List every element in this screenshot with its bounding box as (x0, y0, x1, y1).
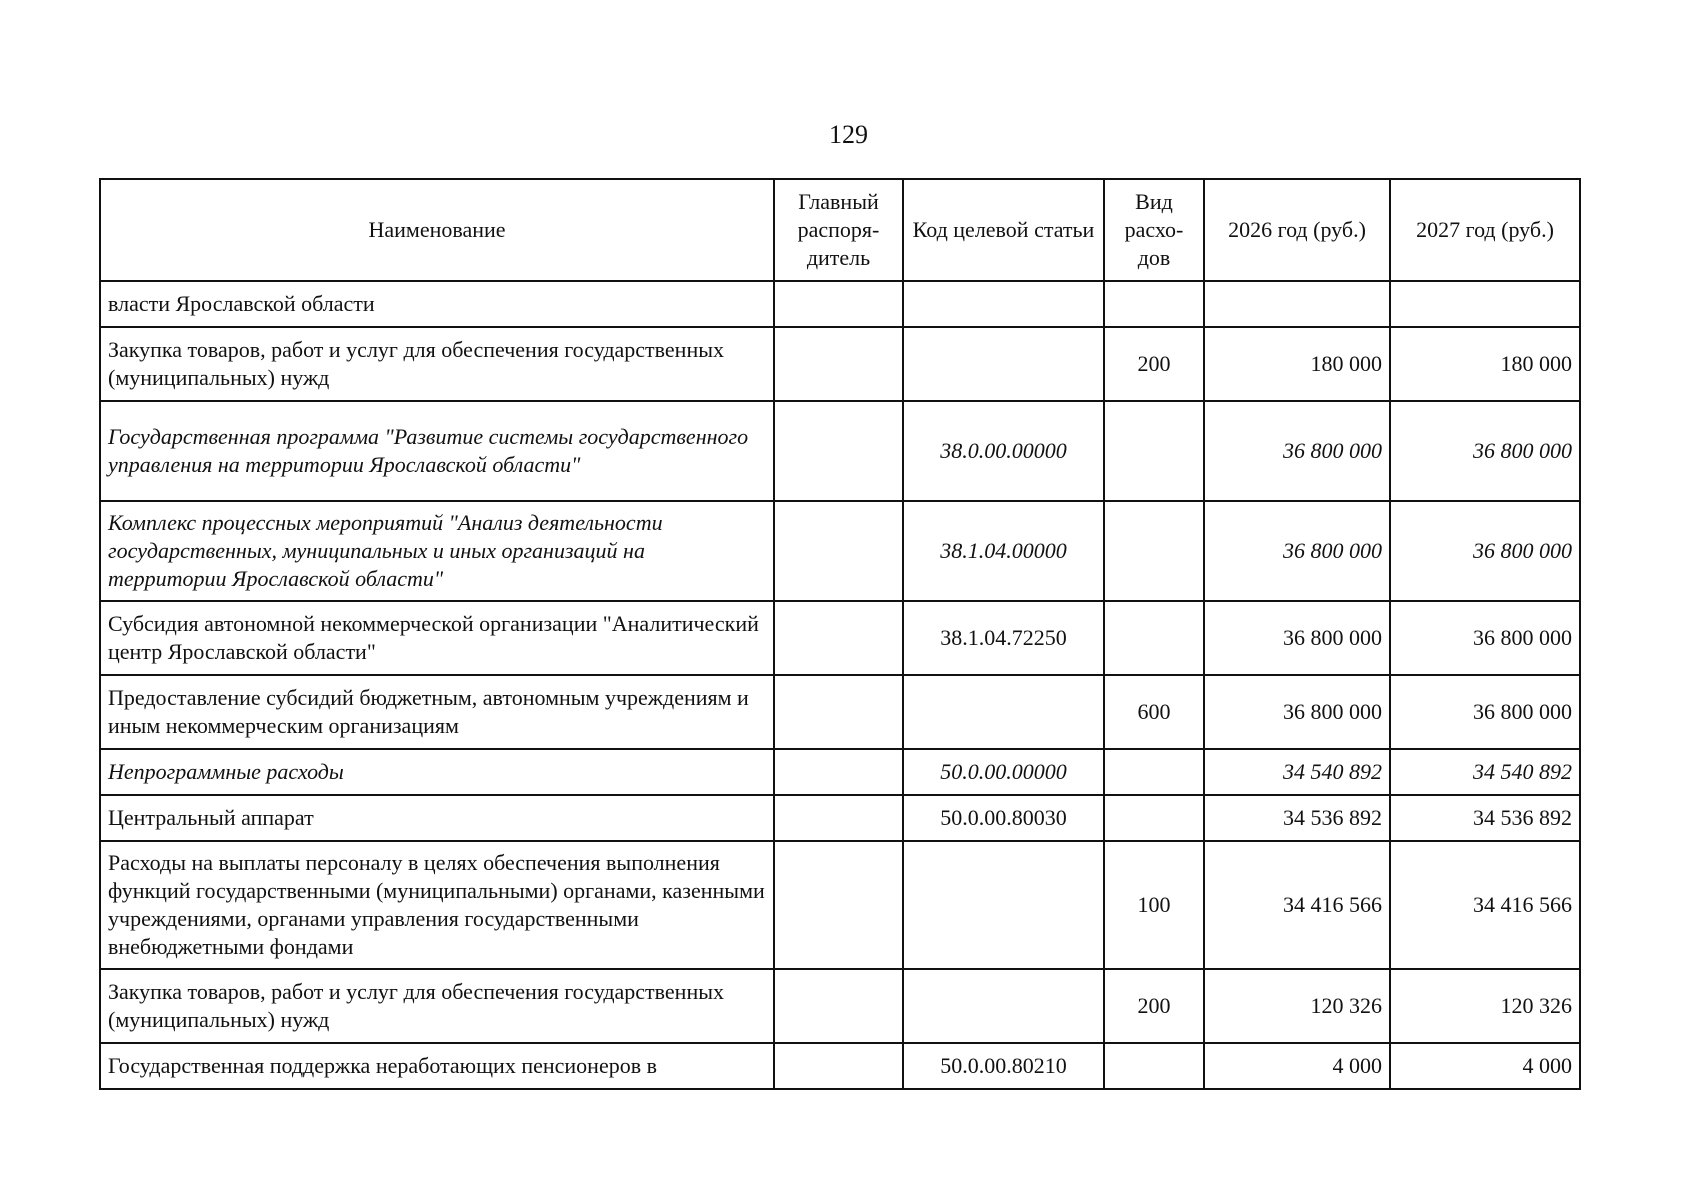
cell-chief (774, 1043, 903, 1089)
cell-year-2026: 4 000 (1204, 1043, 1390, 1089)
cell-name: Непрограммные расходы (100, 749, 774, 795)
cell-chief (774, 281, 903, 327)
cell-year-2027: 36 800 000 (1390, 401, 1580, 501)
table-row (100, 675, 1580, 749)
cell-name: Закупка товаров, работ и услуг для обеспечения государственных (муниципальных) нужд (100, 327, 774, 401)
budget-table (99, 178, 1581, 1090)
cell-kind (1104, 401, 1204, 501)
cell-code: 38.0.00.00000 (903, 401, 1104, 501)
cell-kind (1104, 749, 1204, 795)
cell-chief (774, 501, 903, 601)
cell-name: Государственная поддержка неработающих пенсионеров в (100, 1043, 774, 1089)
table-row (100, 1043, 1580, 1089)
cell-name: Центральный аппарат (100, 795, 774, 841)
cell-chief (774, 675, 903, 749)
cell-year-2027: 4 000 (1390, 1043, 1580, 1089)
header-year-2026: 2026 год (руб.) (1204, 179, 1390, 281)
cell-kind (1104, 501, 1204, 601)
cell-year-2027: 36 800 000 (1390, 675, 1580, 749)
cell-year-2026: 36 800 000 (1204, 401, 1390, 501)
cell-kind (1104, 1043, 1204, 1089)
cell-year-2026: 120 326 (1204, 969, 1390, 1043)
cell-chief (774, 327, 903, 401)
cell-year-2026: 180 000 (1204, 327, 1390, 401)
cell-year-2026: 36 800 000 (1204, 675, 1390, 749)
table-row (100, 749, 1580, 795)
cell-year-2027: 180 000 (1390, 327, 1580, 401)
cell-chief (774, 601, 903, 675)
cell-code: 50.0.00.00000 (903, 749, 1104, 795)
cell-year-2027: 34 536 892 (1390, 795, 1580, 841)
cell-chief (774, 841, 903, 969)
cell-year-2026: 36 800 000 (1204, 601, 1390, 675)
cell-kind: 200 (1104, 969, 1204, 1043)
cell-year-2026: 34 540 892 (1204, 749, 1390, 795)
cell-name: Расходы на выплаты персоналу в целях обеспечения выполнения функций государственными (муниципальными) органами, казенными учреждениями, органами управления государственными внебюджетными фондами (100, 841, 774, 969)
cell-name: Субсидия автономной некоммерческой организации "Аналитический центр Ярославской области" (100, 601, 774, 675)
cell-name: Государственная программа "Развитие системы государственного управления на территории Ярославской области" (100, 401, 774, 501)
cell-name: Предоставление субсидий бюджетным, автономным учреждениям и иным некоммерческим организациям (100, 675, 774, 749)
cell-kind: 200 (1104, 327, 1204, 401)
table-row (100, 281, 1580, 327)
cell-name: власти Ярославской области (100, 281, 774, 327)
cell-code (903, 969, 1104, 1043)
cell-code (903, 281, 1104, 327)
table-row (100, 969, 1580, 1043)
table-row (100, 795, 1580, 841)
cell-chief (774, 401, 903, 501)
table-row (100, 601, 1580, 675)
cell-year-2027: 36 800 000 (1390, 501, 1580, 601)
cell-code: 38.1.04.00000 (903, 501, 1104, 601)
table-header-row (100, 179, 1580, 281)
cell-chief (774, 749, 903, 795)
cell-kind: 600 (1104, 675, 1204, 749)
header-code: Код целевой статьи (903, 179, 1104, 281)
header-name: Наименование (100, 179, 774, 281)
cell-year-2026: 34 416 566 (1204, 841, 1390, 969)
cell-year-2026: 34 536 892 (1204, 795, 1390, 841)
cell-year-2027: 34 540 892 (1390, 749, 1580, 795)
cell-year-2026 (1204, 281, 1390, 327)
table-row (100, 401, 1580, 501)
header-chief: Главный распоря-дитель (774, 179, 903, 281)
cell-code (903, 327, 1104, 401)
cell-chief (774, 969, 903, 1043)
table-row (100, 501, 1580, 601)
cell-code (903, 675, 1104, 749)
cell-code (903, 841, 1104, 969)
cell-kind (1104, 281, 1204, 327)
header-kind: Вид расхо-дов (1104, 179, 1204, 281)
cell-year-2027: 36 800 000 (1390, 601, 1580, 675)
cell-code: 50.0.00.80210 (903, 1043, 1104, 1089)
cell-code: 50.0.00.80030 (903, 795, 1104, 841)
page-number: 129 (829, 120, 868, 149)
cell-year-2027: 34 416 566 (1390, 841, 1580, 969)
cell-kind: 100 (1104, 841, 1204, 969)
cell-year-2027: 120 326 (1390, 969, 1580, 1043)
table-row (100, 327, 1580, 401)
table-row (100, 841, 1580, 969)
cell-year-2026: 36 800 000 (1204, 501, 1390, 601)
cell-chief (774, 795, 903, 841)
cell-code: 38.1.04.72250 (903, 601, 1104, 675)
cell-kind (1104, 601, 1204, 675)
cell-year-2027 (1390, 281, 1580, 327)
cell-name: Закупка товаров, работ и услуг для обеспечения государственных (муниципальных) нужд (100, 969, 774, 1043)
cell-name: Комплекс процессных мероприятий "Анализ деятельности государственных, муниципальных и иных организаций на территории Ярославской области" (100, 501, 774, 601)
cell-kind (1104, 795, 1204, 841)
header-year-2027: 2027 год (руб.) (1390, 179, 1580, 281)
